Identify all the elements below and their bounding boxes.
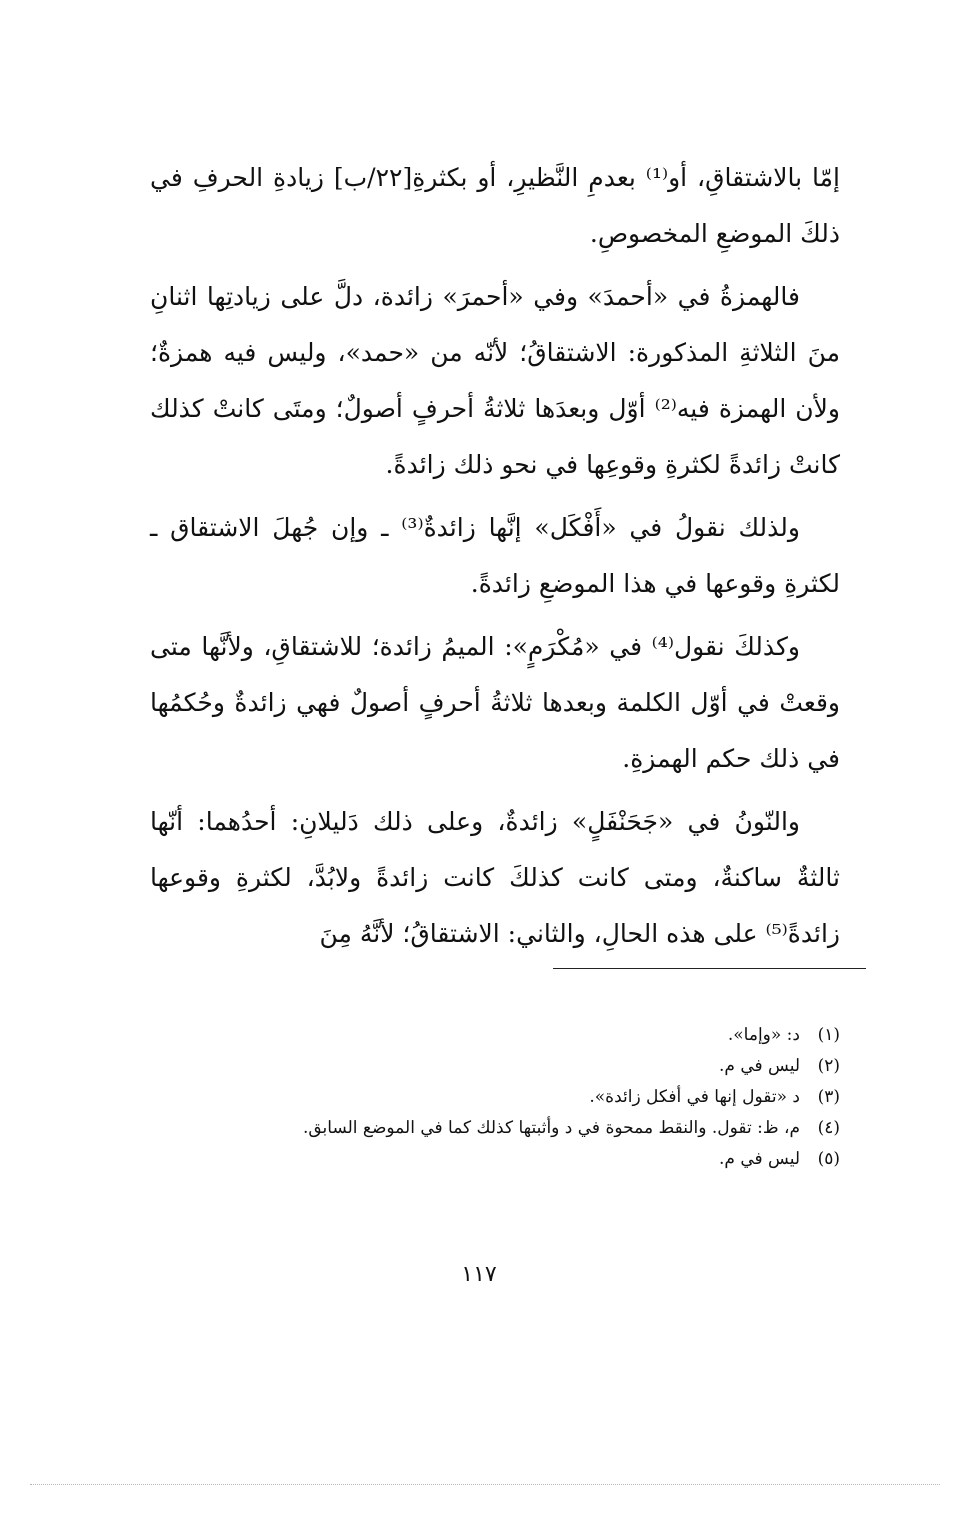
footnote-text: ليس في م. (718, 1149, 800, 1169)
footnote-2 (150, 1051, 840, 1082)
paragraph-1: إمّا بالاشتقاقِ، أو⁽¹⁾ بعدمِ النَّظيرِ، أو بكثرةِ[٢٢/ب] زيادةِ الحرفِ في ذلكَ الموضعِ المخصوصِ. (150, 163, 840, 248)
footnote-1 (150, 1020, 840, 1051)
footnote-4 (150, 1113, 840, 1144)
footnote-text: د «تقول إنها في أفكل زائدة». (589, 1087, 800, 1107)
main-text (150, 150, 840, 969)
footnote-number: (٢) (817, 1056, 840, 1076)
page-number: ١١٧ (461, 1262, 497, 1287)
footnote-text: ليس في م. (718, 1056, 800, 1076)
footnote-number: (١) (817, 1025, 840, 1045)
paragraph-2: فالهمزةُ في «أحمدَ» وفي «أحمرَ» زائدة، دلَّ على زيادتِها اثنانِ منَ الثلاثةِ المذكورة: الاشتقاقُ؛ لأنّه من «حمد»، وليس فيه همزةٌ؛ ولأن الهمزة فيه⁽²⁾ أوّل وبعدَها ثلاثةُ أحرفٍ أصولٌ؛ ومتَى كانتْ كذلك كانتْ زائدةً لكثرةِ وقوعِها في نحو ذلك زائدةً. (150, 282, 840, 479)
footnote-number: (٣) (817, 1087, 840, 1107)
paragraph-4: وكذلكَ نقول⁽⁴⁾ في «مُكْرَمٍ»: الميمُ زائدة؛ للاشتقاقِ، ولأنَّها متى وقعتْ في أوّل الكلمة وبعدها ثلاثةُ أحرفٍ أصولٌ فهي زائدةٌ وحُكمُها في ذلك حكم الهمزةِ. (150, 632, 840, 773)
footnote-3 (150, 1082, 840, 1113)
footnote-divider (553, 968, 866, 969)
paragraph-3: ولذلك نقولُ في «أَفْكَل» إنَّها زائدةٌ⁽³⁾ ـ وإن جُهلَ الاشتقاق ـ لكثرةِ وقوعها في هذا الموضعِ زائدةً. (150, 513, 840, 598)
footnote-text: م، ظ: تقول. والنقط ممحوة في د وأثبتها كذلك كما في الموضع السابق. (302, 1118, 800, 1138)
scan-edge-line (30, 1484, 940, 1485)
paragraph-5: والنّونُ في «جَحَنْفَلٍ» زائدةٌ، وعلى ذلك دَليلانِ: أحدُهما: أنّها ثالثةٌ ساكنةٌ، ومتى كانت كذلكَ كانت زائدةً ولابُدَّ، لكثرةِ وقوعها زائدةً⁽⁵⁾ على هذه الحالِ، والثاني: الاشتقاقُ؛ لأنَّهُ مِنَ (150, 807, 840, 948)
footnote-5 (150, 1144, 840, 1175)
footnote-number: (٤) (817, 1118, 840, 1138)
footnote-text: د: «وإما». (727, 1025, 800, 1045)
footnotes-list (150, 1020, 840, 1175)
footnote-number: (٥) (817, 1149, 840, 1169)
